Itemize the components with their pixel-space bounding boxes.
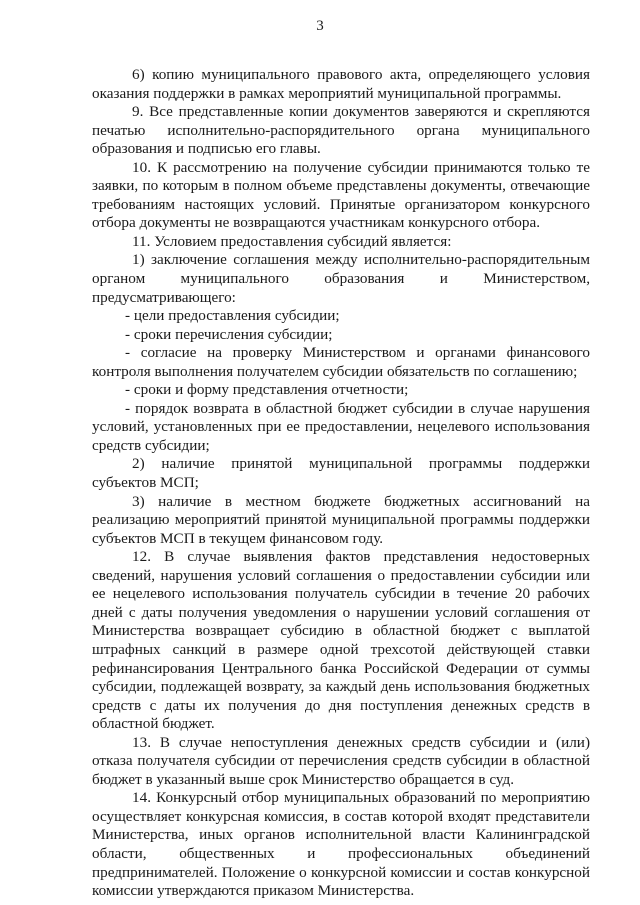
paragraph-11-item-2: 2) наличие принятой муниципальной программы поддержки субъектов МСП; [92,455,590,492]
paragraph-9: 9. Все представленные копии документов заверяются и скрепляются печатью исполнительно-распорядительного органа муниципального образования и подписью его главы. [92,103,590,158]
paragraph-12: 12. В случае выявления фактов представления недостоверных сведений, нарушения условий соглашения о предоставлении субсидии или ее нецелевого использования получатель субсидии в течение 20 рабочих дней с даты получения уведомления о нарушении условий соглашения от Министерства возвращает субсидию в областной бюджет с выплатой штрафных санкций в размере одной трехсотой действующей ставки рефинансирования Центрального банка Российской Федерации от суммы субсидии, подлежащей возврату, за каждый день использования бюджетных средств с даты их получения до дня поступления денежных средств в областной бюджет. [92,548,590,733]
paragraph-11: 11. Условием предоставления субсидий является: [132,232,452,250]
paragraph-11-item-3: 3) наличие в местном бюджете бюджетных ассигнований на реализацию мероприятий принятой муниципальной программы поддержки субъектов МСП в текущем финансовом году. [92,492,590,547]
page-number: 3 [316,18,324,34]
list-item-dash: - цели предоставления субсидии; [125,307,340,325]
list-item-dash: - согласие на проверку Министерством и органами финансового контроля выполнения получателем субсидии обязательств по соглашению; [92,344,590,380]
document-body [92,66,590,901]
paragraph-11-item-1: 1) заключение соглашения между исполнительно-распорядительным органом муниципального образования и Министерством, предусматривающего: [92,251,590,306]
list-item-dash: - сроки перечисления субсидии; [125,325,333,343]
paragraph-10: 10. К рассмотрению на получение субсидии принимаются только те заявки, по которым в полном объеме представлены документы, отвечающие требованиям настоящих условий. Принятые организатором конкурсного отбора документы не возвращаются участникам конкурсного отбора. [92,158,590,232]
paragraph-13: 13. В случае непоступления денежных средств субсидии и (или) отказа получателя субсидии от перечисления средств субсидии в областной бюджет в указанный выше срок Министерство обращается в суд. [92,733,590,788]
paragraph-14: 14. Конкурсный отбор муниципальных образований по мероприятию осуществляет конкурсная комиссия, в состав которой входят представители Министерства, иных органов исполнительной власти Калининградской области, общественных и профессиональных объединений предпринимателей. Положение о конкурсной комиссии и состав конкурсной комиссии утверждаются приказом Министерства. [92,789,590,900]
list-item-dash: - порядок возврата в областной бюджет субсидии в случае нарушения условий, установленных при ее предоставлении, нецелевого использования средств субсидии; [92,399,590,454]
list-item-dash: - сроки и форму представления отчетности; [125,381,409,399]
paragraph-6: 6) копию муниципального правового акта, определяющего условия оказания поддержки в рамках мероприятий муниципальной программы. [92,66,590,102]
